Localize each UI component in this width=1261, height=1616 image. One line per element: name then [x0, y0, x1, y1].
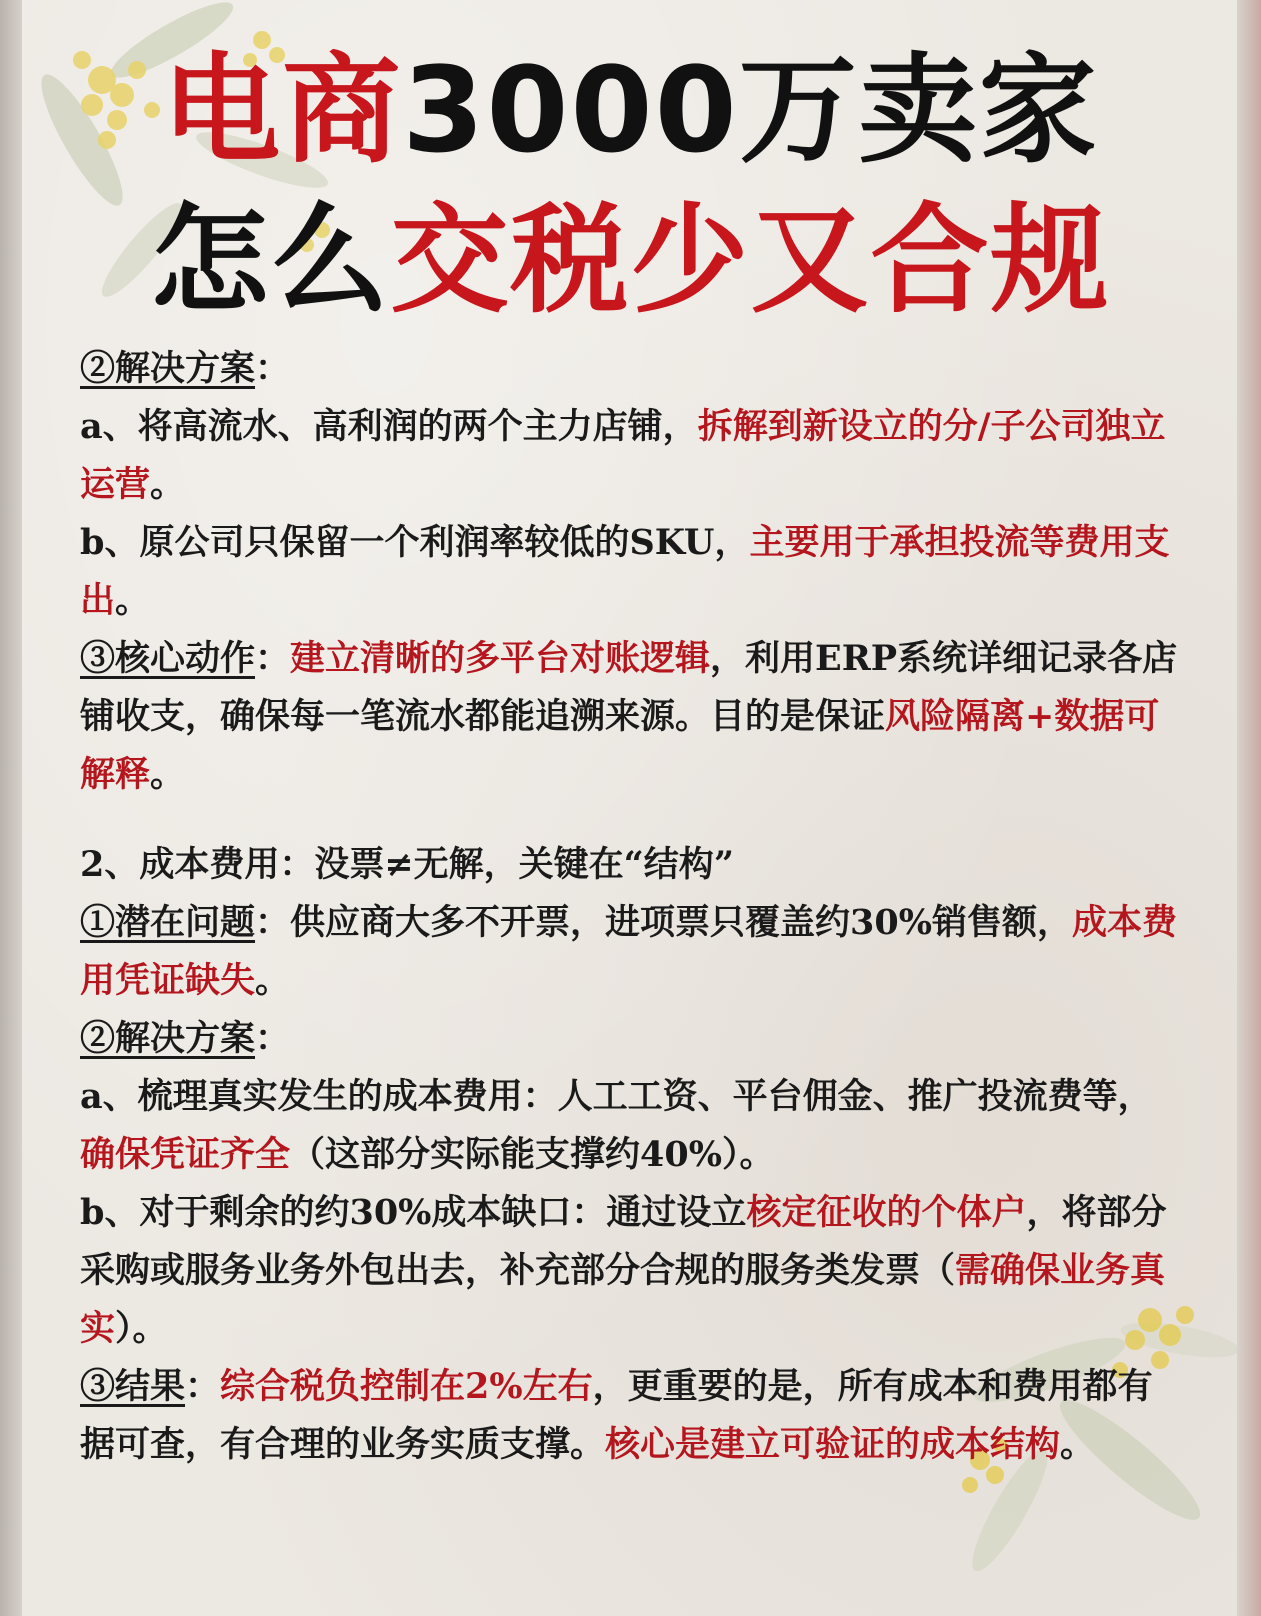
item-text: 供应商大多不开票，进项票只覆盖约30%销售额，: [290, 902, 1072, 943]
item-text: a、梳理真实发生的成本费用：人工工资、平台佣金、推广投流费等，: [80, 1076, 1153, 1117]
section-1-solution-heading: [80, 340, 1180, 398]
section-2-item-a: [80, 1068, 1180, 1184]
highlight-text: 主要用于承担投流等费用支出: [80, 522, 1170, 621]
section-2-problem: [80, 894, 1180, 1010]
item-text: 。: [150, 754, 186, 795]
title-black-part: 3000万卖家: [402, 41, 1099, 179]
title-red-part: 交税少又合规: [390, 191, 1111, 329]
title-black-part: 怎么: [150, 191, 391, 329]
section-1-core-action: [80, 630, 1180, 804]
title-line-2: [0, 190, 1261, 330]
article-body: [80, 340, 1180, 1474]
section-2-result: [80, 1358, 1180, 1474]
highlight-text: 风险隔离+数据可解释: [80, 696, 1160, 795]
title-red-part: 电商: [162, 41, 403, 179]
item-text: 。: [115, 580, 151, 621]
highlight-text: 建立清晰的多平台对账逻辑: [290, 638, 711, 679]
highlight-text: 成本费用凭证缺失: [80, 902, 1178, 1001]
highlight-text: 确保凭证齐全: [80, 1134, 291, 1175]
colon: ：: [255, 902, 291, 943]
highlight-text: 核心是建立可验证的成本结构: [605, 1424, 1061, 1465]
colon: ：: [255, 348, 291, 389]
heading-label: ②解决方案: [80, 348, 256, 389]
heading-label: ①潜在问题: [80, 902, 256, 943]
colon: ：: [255, 1018, 291, 1059]
colon: ：: [255, 638, 291, 679]
highlight-text: 综合税负控制在2%左右: [220, 1366, 593, 1407]
item-text: 。: [255, 960, 291, 1001]
item-text: a、将高流水、高利润的两个主力店铺，: [80, 406, 698, 447]
highlight-text: 需确保业务真实: [80, 1250, 1166, 1349]
title-line-1: [0, 40, 1261, 180]
section-2-item-b: [80, 1184, 1180, 1358]
highlight-text: 拆解到新设立的分/子公司独立运营: [80, 406, 1166, 505]
section-1-item-b: [80, 514, 1180, 630]
heading-label: ②解决方案: [80, 1018, 256, 1059]
section-2-heading: 2、成本费用：没票≠无解，关键在“结构”: [80, 844, 734, 885]
section-1-item-a: [80, 398, 1180, 514]
heading-label: ③核心动作: [80, 638, 256, 679]
item-text: b、对于剩余的约30%成本缺口：通过设立: [80, 1192, 747, 1233]
item-text: ）。: [115, 1308, 168, 1349]
item-text: b、原公司只保留一个利润率较低的SKU，: [80, 522, 750, 563]
heading-label: ③结果: [80, 1366, 186, 1407]
item-text: ，利用ERP系统详细记录各店铺收支，确保每一笔流水都能追溯来源。目的是保证: [80, 638, 1178, 737]
section-2-solution-heading: [80, 1010, 1180, 1068]
highlight-text: 核定征收的个体户: [746, 1192, 1027, 1233]
item-text: ，更重要的是，所有成本和费用都有据可查，有合理的业务实质支撑。: [80, 1366, 1153, 1465]
item-text: （这部分实际能支撑约40%）。: [290, 1134, 775, 1175]
spacer: [80, 804, 1180, 836]
colon: ：: [185, 1366, 221, 1407]
item-text: 。: [150, 464, 186, 505]
item-text: ，将部分采购或服务业务外包出去，补充部分合规的服务类发票（: [80, 1192, 1167, 1291]
item-text: 。: [1060, 1424, 1096, 1465]
